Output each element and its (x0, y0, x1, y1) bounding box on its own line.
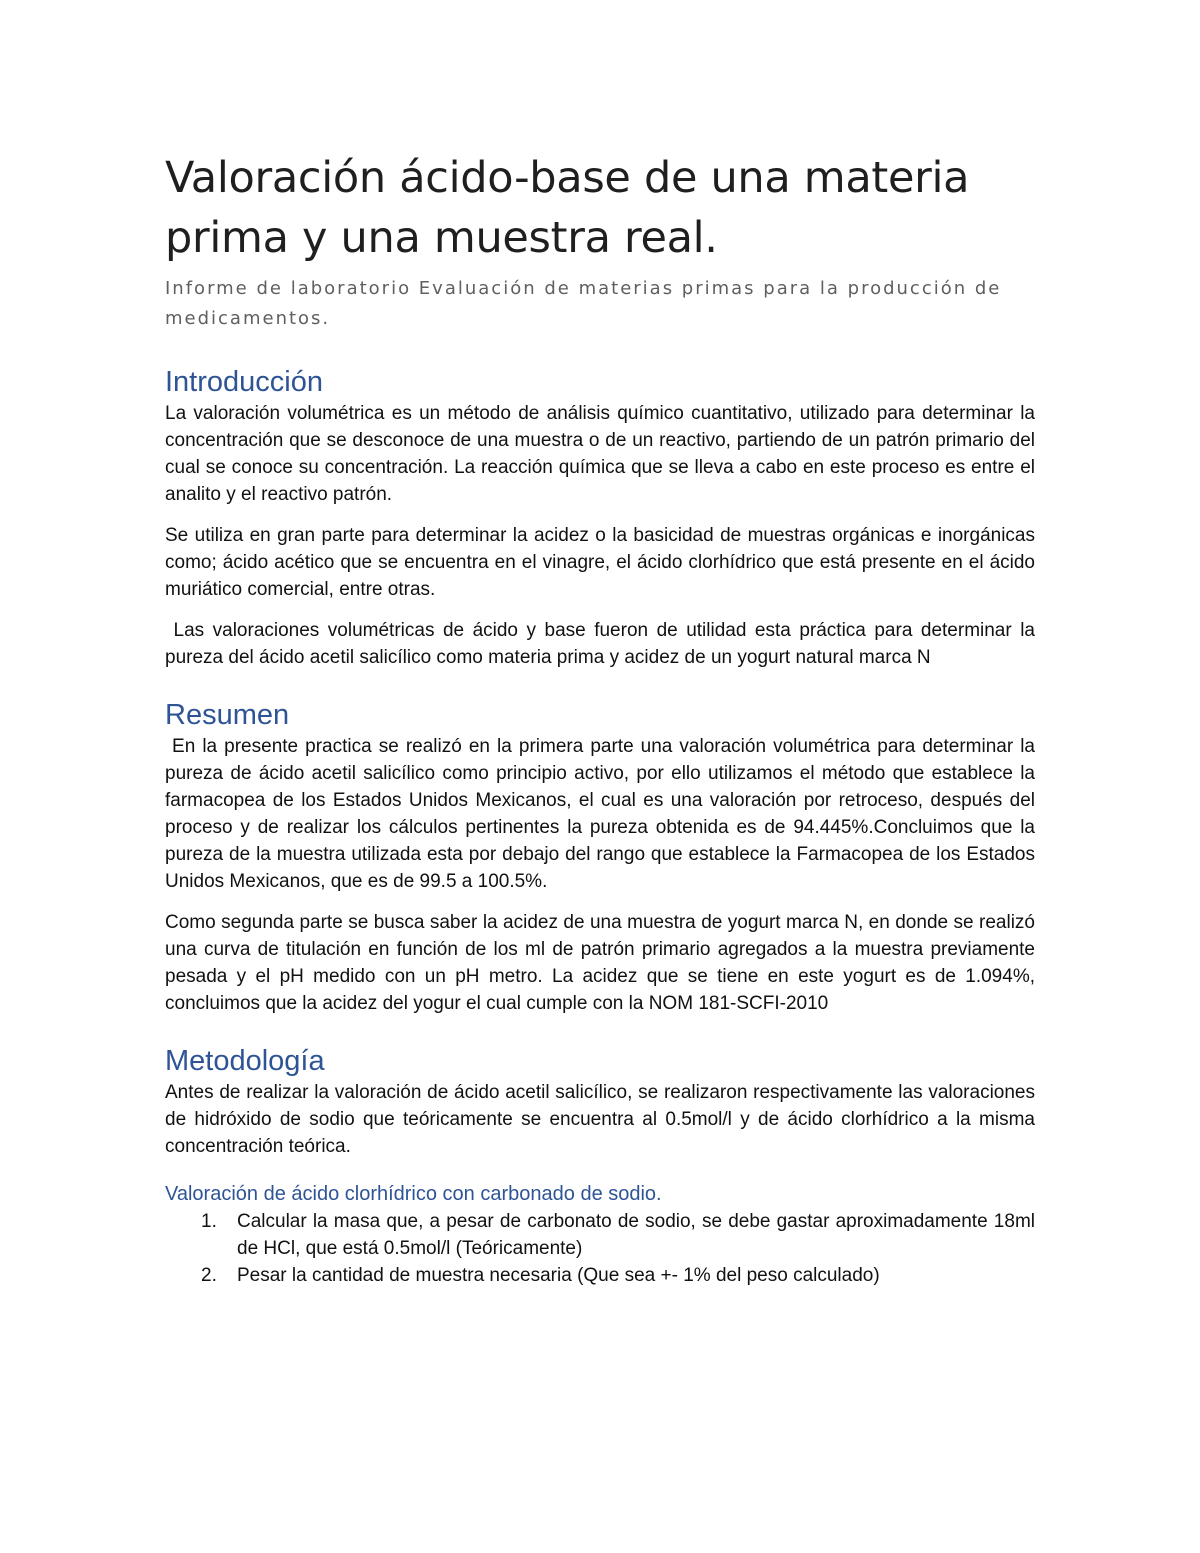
list-item-number: 1. (201, 1211, 217, 1232)
resumen-paragraph-2: Como segunda parte se busca saber la acidez de una muestra de yogurt marca N, en donde se realizó una curva de titulación en función de los ml de patrón primario agregados a la muestra previamente pesada y el pH medido con un pH metro. La acidez que se tiene en este yogurt es de 1.094%, concluimos que la acidez del yogur el cual cumple con la NOM 181-SCFI-2010 (165, 912, 1035, 1014)
heading-metodologia: Metodología (165, 1045, 325, 1077)
list-item (165, 1262, 1035, 1289)
intro-paragraph-1: La valoración volumétrica es un método de análisis químico cuantitativo, utilizado para determinar la concentración que se desconoce de una muestra o de un reactivo, partiendo de un patrón primario del cual se conoce su concentración. La reacción química que se lleva a cabo en este proceso es entre el analito y el reactivo patrón. (165, 403, 1035, 505)
document-body (165, 148, 1041, 1289)
list-item (165, 1208, 1035, 1262)
document-subtitle: Informe de laboratorio Evaluación de materias primas para la producción de medicamentos. (165, 278, 1002, 329)
heading-resumen: Resumen (165, 699, 290, 731)
list-item-number: 2. (201, 1265, 217, 1286)
intro-paragraph-2: Se utiliza en gran parte para determinar la acidez o la basicidad de muestras orgánicas e inorgánicas como; ácido acético que se encuentra en el vinagre, el ácido clorhídrico que está presente en el ácido muriático comercial, entre otras. (165, 525, 1035, 600)
metodologia-paragraph-1: Antes de realizar la valoración de ácido acetil salicílico, se realizaron respectivamente las valoraciones de hidróxido de sodio que teóricamente se encuentra al 0.5mol/l y de ácido clorhídrico a la misma concentración teórica. (165, 1082, 1035, 1157)
resumen-paragraph-1: En la presente practica se realizó en la primera parte una valoración volumétrica para determinar la pureza de ácido acetil salicílico como principio activo, por ello utilizamos el método que establece la farmacopea de los Estados Unidos Mexicanos, el cual es una valoración por retroceso, después del proceso y de realizar los cálculos pertinentes la pureza obtenida es de 94.445%.Concluimos que la pureza de la muestra utilizada esta por debajo del rango que establece la Farmacopea de los Estados Unidos Mexicanos, que es de 99.5 a 100.5%. (165, 736, 1041, 892)
procedure-list (165, 1208, 1035, 1289)
list-item-text: Calcular la masa que, a pesar de carbonato de sodio, se debe gastar aproximadamente 18ml de HCl, que está 0.5mol/l (Teóricamente) (237, 1211, 1035, 1259)
document-title: Valoración ácido-base de una materia prima y una muestra real. (165, 153, 970, 263)
heading-introduccion: Introducción (165, 366, 323, 398)
intro-paragraph-3: Las valoraciones volumétricas de ácido y base fueron de utilidad esta práctica para determinar la pureza del ácido acetil salicílico como materia prima y acidez de un yogurt natural marca N (165, 620, 1041, 668)
list-item-text: Pesar la cantidad de muestra necesaria (Que sea +- 1% del peso calculado) (237, 1265, 880, 1286)
subheading-valoracion-hcl: Valoración de ácido clorhídrico con carbonado de sodio. (165, 1183, 662, 1205)
